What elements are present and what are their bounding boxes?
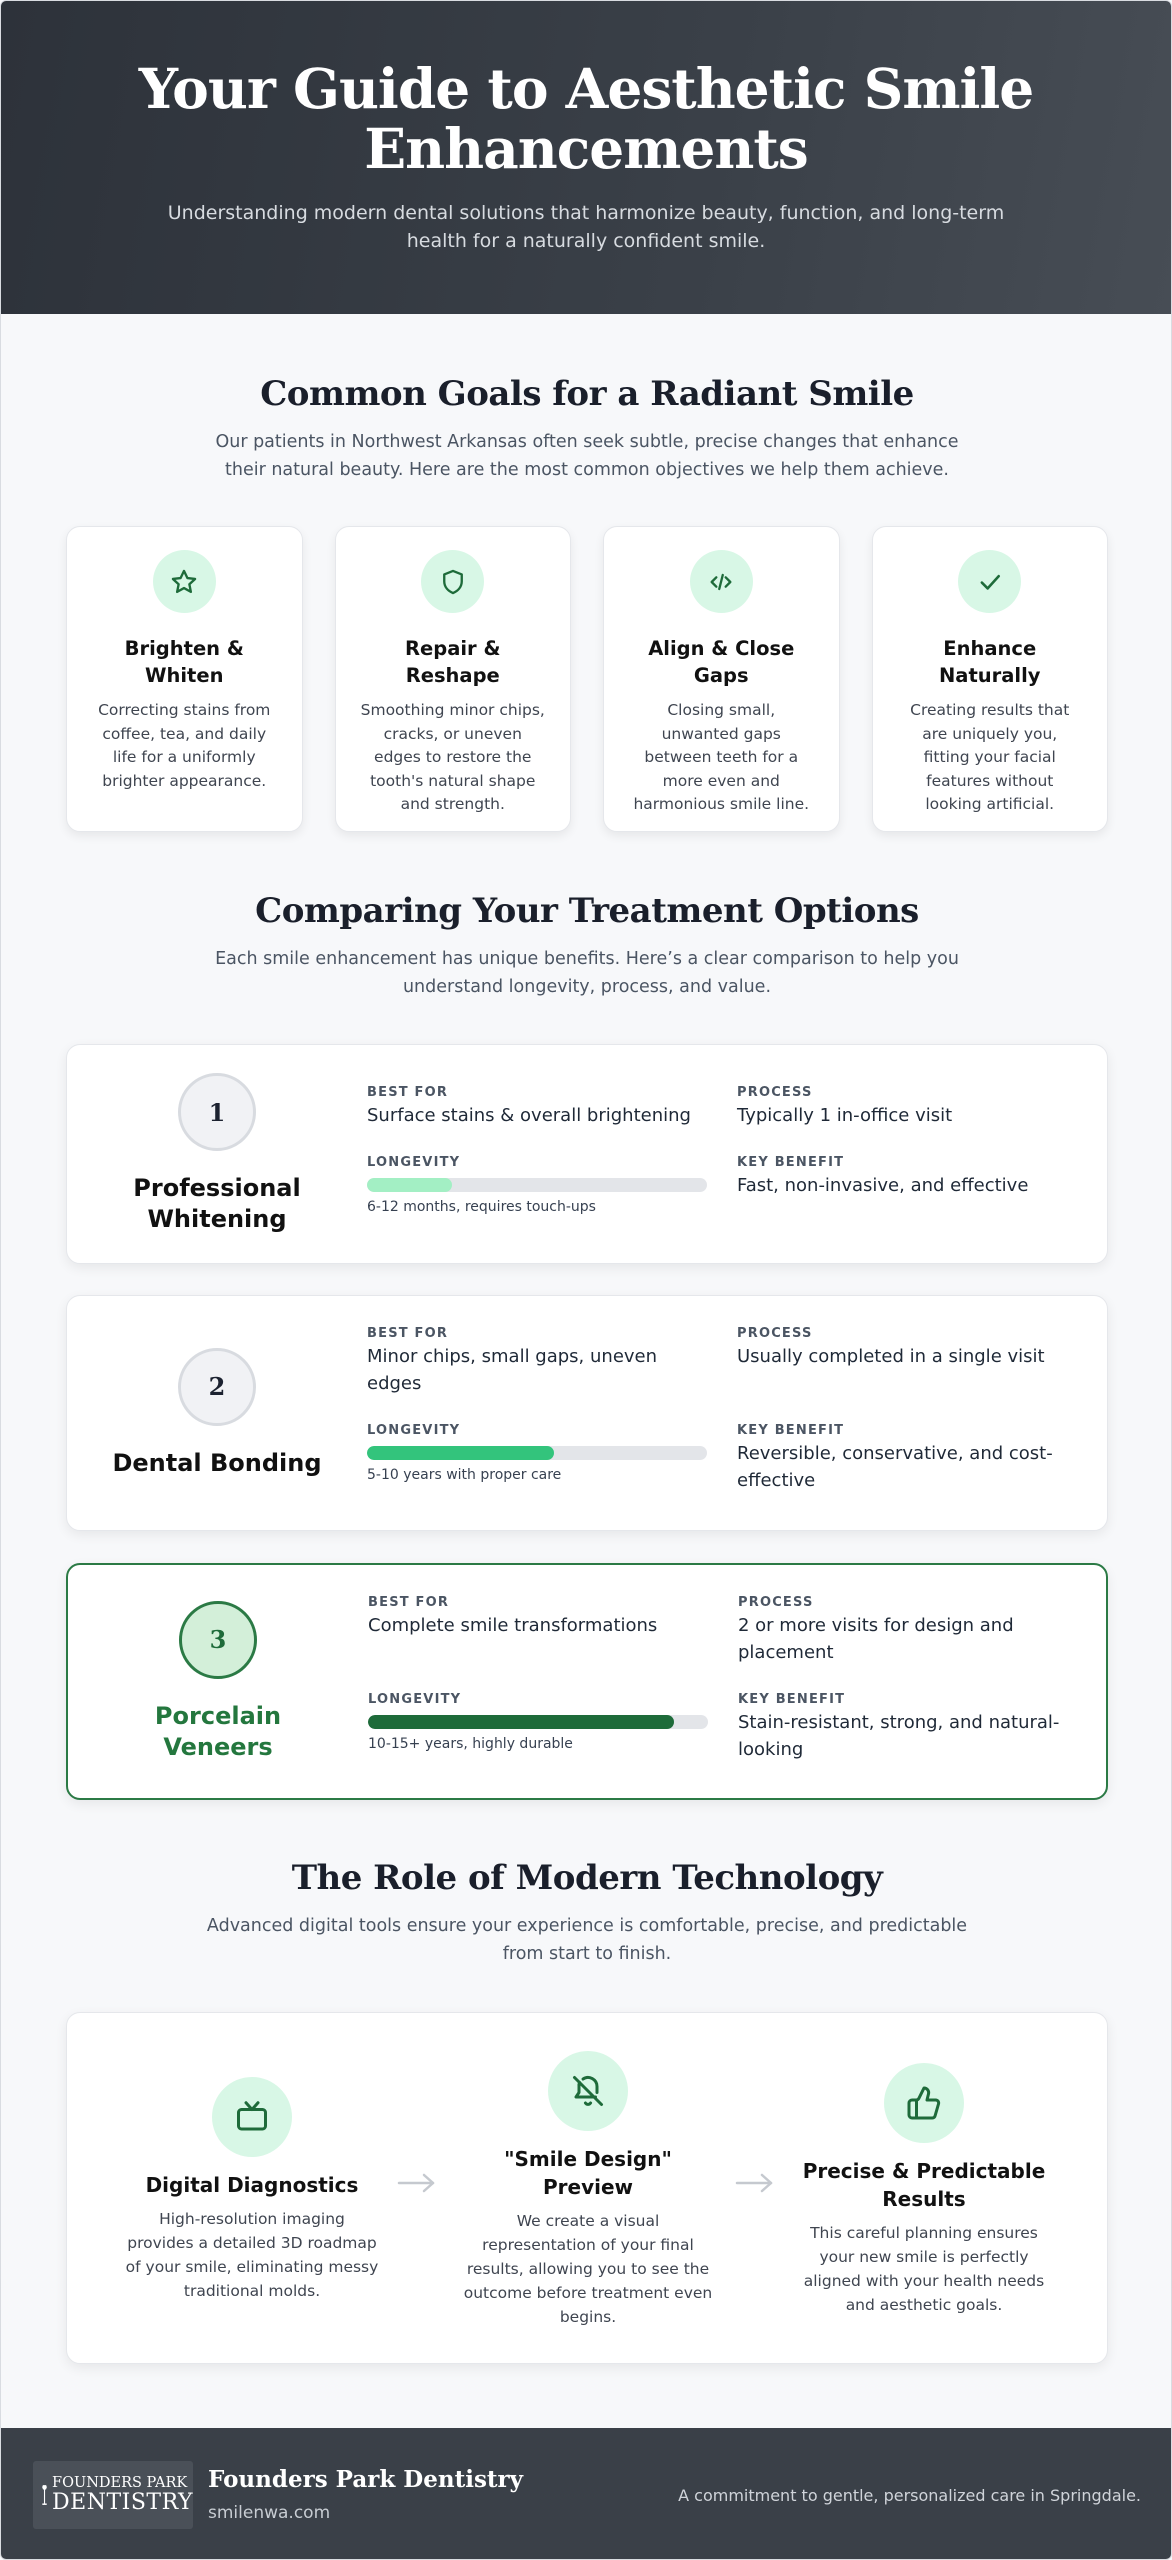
longevity-note: 10-15+ years, highly durable <box>368 1736 573 1752</box>
process-label: PROCESS <box>737 1085 813 1100</box>
longevity-bar-fill <box>367 1446 554 1460</box>
tech-step-title: Digital Diagnostics <box>145 2173 359 2197</box>
check-icon <box>958 550 1021 613</box>
page-title: Your Guide to Aesthetic Smile Enhancements <box>138 56 1034 181</box>
process-value: 2 or more visits for design and placement <box>738 1615 1014 1663</box>
best-for-block <box>367 1085 712 1129</box>
goal-title: Align & Close Gaps <box>648 637 795 687</box>
arrow-right-icon <box>735 2172 775 2194</box>
tv-icon <box>212 2077 292 2157</box>
longevity-label: LONGEVITY <box>367 1423 461 1438</box>
longevity-label: LONGEVITY <box>367 1155 461 1170</box>
key-benefit-block <box>737 1155 1082 1199</box>
goal-text: Smoothing minor chips, cracks, or uneven edges to restore the tooth's natural shape and strength. <box>360 701 545 813</box>
goal-text: Correcting stains from coffee, tea, and daily life for a uniformly brighter appearance. <box>98 701 271 790</box>
key-benefit-value: Stain-resistant, strong, and natural-looking <box>738 1712 1060 1760</box>
longevity-note: 6-12 months, requires touch-ups <box>367 1199 596 1215</box>
best-for-value: Surface stains & overall brightening <box>367 1105 691 1126</box>
goal-text: Creating results that are uniquely you, fitting your facial features without looking artificial. <box>910 701 1070 813</box>
logo-line-2: DENTISTRY <box>52 2490 193 2516</box>
key-benefit-label: KEY BENEFIT <box>737 1155 845 1170</box>
goals-section-header <box>1 374 1172 484</box>
treatment-number-badge: 1 <box>178 1073 256 1151</box>
tech-step <box>789 2063 1059 2317</box>
process-value: Typically 1 in-office visit <box>737 1105 953 1126</box>
longevity-bar <box>367 1178 707 1192</box>
key-benefit-block <box>738 1692 1083 1763</box>
logo-line-1: FOUNDERS PARK <box>52 2474 188 2491</box>
compare-intro: Each smile enhancement has unique benefits. Here’s a clear comparison to help you understand longevity, process, and value. <box>215 949 959 997</box>
technology-title: The Role of Modern Technology <box>291 1858 883 1898</box>
key-benefit-block <box>737 1423 1082 1494</box>
key-benefit-value: Fast, non-invasive, and effective <box>737 1175 1029 1196</box>
best-for-value: Minor chips, small gaps, uneven edges <box>367 1346 658 1394</box>
goal-card <box>66 526 303 832</box>
footer-tagline: A commitment to gentle, personalized care in Springdale. <box>678 2486 1141 2505</box>
technology-steps-card <box>66 2012 1108 2364</box>
best-for-label: BEST FOR <box>367 1085 449 1100</box>
longevity-bar <box>367 1446 707 1460</box>
longevity-note: 5-10 years with proper care <box>367 1467 562 1483</box>
best-for-value: Complete smile transformations <box>368 1615 658 1636</box>
practice-logo <box>33 2461 193 2529</box>
footer <box>1 2428 1172 2560</box>
brand-block <box>208 2466 523 2523</box>
treatment-number-badge: 3 <box>179 1601 257 1679</box>
thumbs-up-icon <box>884 2063 964 2143</box>
tech-step-title: Precise & Predictable Results <box>802 2159 1046 2211</box>
longevity-bar <box>368 1715 708 1729</box>
longevity-label: LONGEVITY <box>368 1692 462 1707</box>
arrow-right-icon <box>397 2172 437 2194</box>
best-for-label: BEST FOR <box>367 1326 449 1341</box>
treatment-card-whitening <box>66 1044 1108 1264</box>
treatment-number-badge: 2 <box>178 1348 256 1426</box>
page-subtitle: Understanding modern dental solutions that harmonize beauty, function, and long-term health for a naturally confident smile. <box>167 202 1005 252</box>
treatment-heading <box>67 1045 367 1263</box>
treatment-card-veneers <box>66 1563 1108 1800</box>
key-benefit-value: Reversible, conservative, and cost-effective <box>737 1443 1053 1491</box>
practice-url-link[interactable]: smilenwa.com <box>208 2503 331 2523</box>
process-block <box>737 1326 1082 1370</box>
goal-title: Repair & Reshape <box>405 637 501 687</box>
treatment-heading <box>67 1296 367 1530</box>
goal-title: Enhance Naturally <box>938 637 1041 687</box>
tech-step-text: This careful planning ensures your new smile is perfectly aligned with your health needs and aesthetic goals. <box>803 2224 1045 2314</box>
process-value: Usually completed in a single visit <box>737 1346 1045 1367</box>
lamppost-icon <box>39 2466 50 2524</box>
tech-step <box>117 2077 387 2303</box>
treatment-name: Dental Bonding <box>112 1448 322 1477</box>
technology-intro: Advanced digital tools ensure your experience is comfortable, precise, and predictable from start to finish. <box>206 1916 968 1964</box>
longevity-bar-fill <box>367 1178 452 1192</box>
goals-grid <box>66 526 1108 832</box>
goals-intro: Our patients in Northwest Arkansas often seek subtle, precise changes that enhance their natural beauty. Here are the most common objectives we help them achieve. <box>215 432 959 480</box>
compare-section-header <box>1 891 1172 1001</box>
longevity-bar-fill <box>368 1715 674 1729</box>
process-label: PROCESS <box>738 1595 814 1610</box>
longevity-block <box>368 1692 713 1752</box>
tech-step-title: "Smile Design" Preview <box>504 2147 672 2199</box>
treatment-card-bonding <box>66 1295 1108 1531</box>
compare-title: Comparing Your Treatment Options <box>255 891 919 931</box>
key-benefit-label: KEY BENEFIT <box>737 1423 845 1438</box>
goal-card <box>335 526 572 832</box>
star-icon <box>153 550 216 613</box>
process-block <box>738 1595 1083 1666</box>
tech-step-text: High-resolution imaging provides a detailed 3D roadmap of your smile, eliminating messy traditional molds. <box>125 2210 379 2300</box>
hero-header <box>1 1 1171 314</box>
longevity-block <box>367 1155 712 1215</box>
practice-name: Founders Park Dentistry <box>208 2466 524 2493</box>
tech-step-text: We create a visual representation of your final results, allowing you to see the outcome before treatment even begins. <box>463 2212 713 2326</box>
goal-card <box>603 526 840 832</box>
goals-title: Common Goals for a Radiant Smile <box>260 374 914 414</box>
technology-section-header <box>1 1858 1172 1968</box>
code-icon <box>690 550 753 613</box>
best-for-block <box>367 1326 712 1397</box>
goal-text: Closing small, unwanted gaps between teeth for a more even and harmonious smile line. <box>633 701 810 813</box>
bell-off-icon <box>548 2051 628 2131</box>
best-for-block <box>368 1595 713 1639</box>
tech-step <box>453 2051 723 2329</box>
goal-card <box>872 526 1109 832</box>
best-for-label: BEST FOR <box>368 1595 450 1610</box>
treatment-name: Porcelain Veneers <box>154 1701 282 1761</box>
shield-icon <box>421 550 484 613</box>
process-block <box>737 1085 1082 1129</box>
process-label: PROCESS <box>737 1326 813 1341</box>
goal-title: Brighten & Whiten <box>124 637 244 687</box>
key-benefit-label: KEY BENEFIT <box>738 1692 846 1707</box>
treatment-name: Professional Whitening <box>133 1174 301 1233</box>
treatment-heading <box>68 1565 368 1798</box>
longevity-block <box>367 1423 712 1483</box>
